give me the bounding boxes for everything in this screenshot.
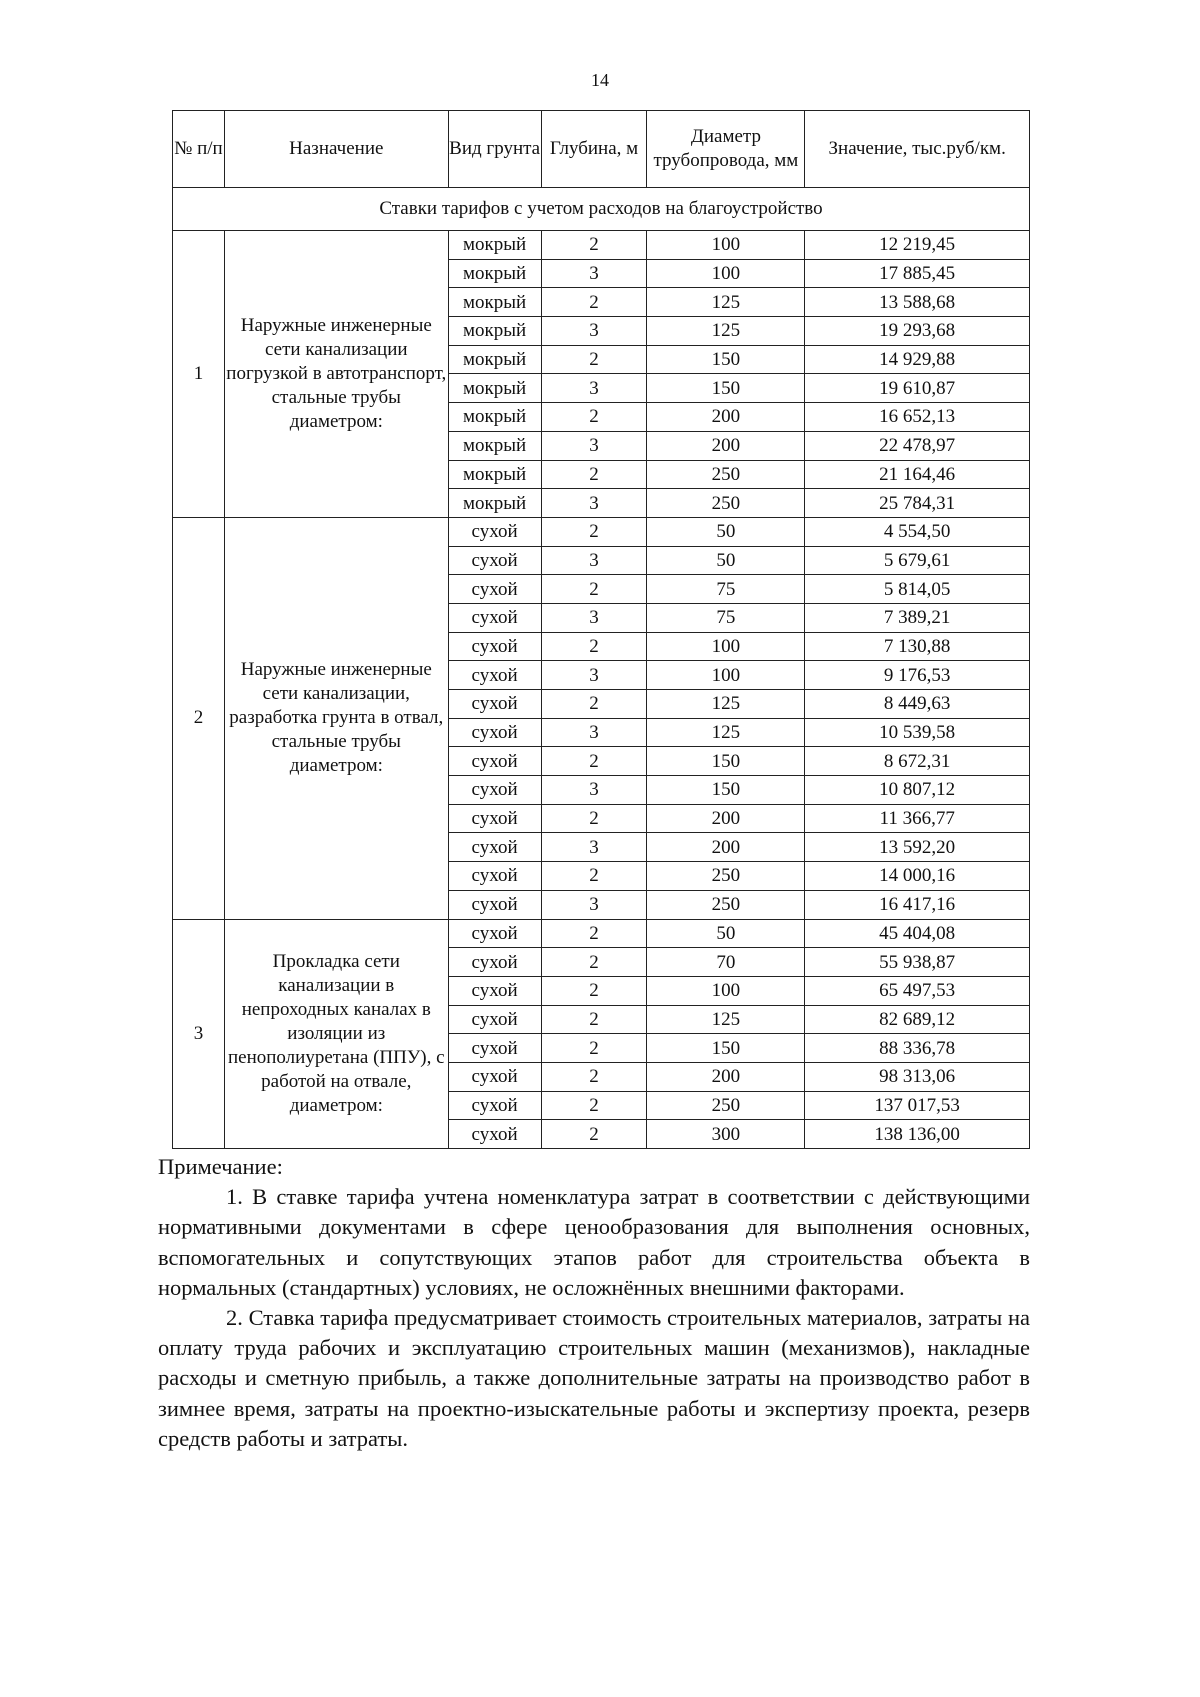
cell-value: 14 929,88 (805, 345, 1030, 374)
cell-diameter: 200 (647, 1062, 805, 1091)
section-row (173, 188, 1030, 231)
cell-diameter: 150 (647, 1034, 805, 1063)
cell-value: 7 389,21 (805, 603, 1030, 632)
cell-depth: 2 (541, 1034, 647, 1063)
note-item-2: 2. Ставка тарифа предусматривает стоимость строительных материалов, затраты на оплату труда рабочих и эксплуатацию строительных машин (механизмов), накладные расходы и сметную прибыль, а также дополнительные затраты на производство работ в зимнее время, затраты на проектно-изыскательные работы и экспертизу проекта, резерв средств работы и затраты. (158, 1305, 1030, 1451)
cell-depth: 3 (541, 489, 647, 518)
cell-depth: 2 (541, 1005, 647, 1034)
cell-soil: сухой (448, 776, 541, 805)
cell-soil: сухой (448, 976, 541, 1005)
cell-value: 65 497,53 (805, 976, 1030, 1005)
cell-depth: 2 (541, 460, 647, 489)
notes (158, 1152, 1030, 1454)
cell-value: 55 938,87 (805, 948, 1030, 977)
cell-soil: мокрый (448, 288, 541, 317)
cell-depth: 2 (541, 632, 647, 661)
cell-diameter: 250 (647, 489, 805, 518)
cell-diameter: 100 (647, 976, 805, 1005)
cell-depth: 2 (541, 690, 647, 719)
cell-depth: 2 (541, 919, 647, 948)
header-diameter: Диаметр трубопровода, мм (647, 111, 805, 188)
cell-soil: сухой (448, 517, 541, 546)
cell-soil: сухой (448, 1034, 541, 1063)
cell-depth: 3 (541, 259, 647, 288)
cell-depth: 3 (541, 718, 647, 747)
cell-depth: 2 (541, 288, 647, 317)
cell-diameter: 100 (647, 632, 805, 661)
group-purpose: Прокладка сети канализации в непроходных каналах в изоляции из пенополиуретана (ППУ), с работой на отвале, диаметром: (224, 919, 448, 1149)
cell-soil: сухой (448, 1005, 541, 1034)
notes-title: Примечание: (158, 1154, 283, 1179)
cell-depth: 2 (541, 345, 647, 374)
cell-depth: 2 (541, 403, 647, 432)
cell-soil: сухой (448, 948, 541, 977)
cell-diameter: 50 (647, 919, 805, 948)
cell-value: 82 689,12 (805, 1005, 1030, 1034)
cell-depth: 2 (541, 575, 647, 604)
cell-soil: сухой (448, 575, 541, 604)
group-purpose: Наружные инженерные сети канализации погрузкой в автотранспорт, стальные трубы диаметром: (224, 231, 448, 518)
cell-diameter: 125 (647, 1005, 805, 1034)
tariff-table (172, 110, 1030, 1149)
cell-soil: мокрый (448, 231, 541, 260)
cell-diameter: 125 (647, 288, 805, 317)
cell-depth: 2 (541, 747, 647, 776)
cell-depth: 2 (541, 948, 647, 977)
cell-diameter: 200 (647, 403, 805, 432)
cell-value: 12 219,45 (805, 231, 1030, 260)
cell-value: 137 017,53 (805, 1091, 1030, 1120)
cell-value: 13 592,20 (805, 833, 1030, 862)
cell-value: 7 130,88 (805, 632, 1030, 661)
cell-depth: 2 (541, 231, 647, 260)
cell-value: 98 313,06 (805, 1062, 1030, 1091)
cell-value: 16 417,16 (805, 890, 1030, 919)
cell-value: 9 176,53 (805, 661, 1030, 690)
section-title: Ставки тарифов с учетом расходов на благоустройство (173, 188, 1030, 231)
cell-value: 22 478,97 (805, 431, 1030, 460)
cell-value: 5 679,61 (805, 546, 1030, 575)
cell-depth: 3 (541, 431, 647, 460)
header-depth: Глубина, м (541, 111, 647, 188)
cell-diameter: 70 (647, 948, 805, 977)
table-row (173, 919, 1030, 948)
cell-soil: сухой (448, 833, 541, 862)
cell-soil: мокрый (448, 259, 541, 288)
cell-soil: мокрый (448, 403, 541, 432)
cell-soil: сухой (448, 661, 541, 690)
cell-value: 19 610,87 (805, 374, 1030, 403)
cell-depth: 2 (541, 976, 647, 1005)
cell-soil: сухой (448, 603, 541, 632)
cell-soil: мокрый (448, 489, 541, 518)
cell-diameter: 250 (647, 890, 805, 919)
cell-diameter: 100 (647, 259, 805, 288)
group-number: 3 (173, 919, 225, 1149)
cell-diameter: 100 (647, 661, 805, 690)
cell-diameter: 200 (647, 833, 805, 862)
cell-diameter: 125 (647, 718, 805, 747)
cell-diameter: 150 (647, 747, 805, 776)
cell-diameter: 200 (647, 804, 805, 833)
cell-depth: 3 (541, 546, 647, 575)
cell-value: 8 672,31 (805, 747, 1030, 776)
cell-diameter: 125 (647, 317, 805, 346)
cell-diameter: 150 (647, 776, 805, 805)
cell-value: 138 136,00 (805, 1120, 1030, 1149)
cell-depth: 2 (541, 804, 647, 833)
cell-soil: мокрый (448, 374, 541, 403)
cell-value: 4 554,50 (805, 517, 1030, 546)
cell-value: 10 539,58 (805, 718, 1030, 747)
cell-soil: сухой (448, 747, 541, 776)
cell-depth: 3 (541, 317, 647, 346)
page-number: 14 (591, 70, 609, 90)
cell-diameter: 150 (647, 345, 805, 374)
cell-soil: мокрый (448, 317, 541, 346)
cell-diameter: 200 (647, 431, 805, 460)
cell-value: 17 885,45 (805, 259, 1030, 288)
cell-diameter: 50 (647, 546, 805, 575)
cell-diameter: 125 (647, 690, 805, 719)
cell-depth: 2 (541, 517, 647, 546)
cell-depth: 3 (541, 833, 647, 862)
cell-value: 21 164,46 (805, 460, 1030, 489)
cell-value: 8 449,63 (805, 690, 1030, 719)
cell-value: 13 588,68 (805, 288, 1030, 317)
cell-soil: сухой (448, 1091, 541, 1120)
cell-diameter: 300 (647, 1120, 805, 1149)
cell-depth: 2 (541, 1062, 647, 1091)
cell-depth: 3 (541, 374, 647, 403)
cell-soil: сухой (448, 632, 541, 661)
cell-depth: 2 (541, 862, 647, 891)
cell-value: 16 652,13 (805, 403, 1030, 432)
group-purpose: Наружные инженерные сети канализации, разработка грунта в отвал, стальные трубы диаметром: (224, 517, 448, 919)
group-number: 1 (173, 231, 225, 518)
table-row (173, 231, 1030, 260)
cell-diameter: 50 (647, 517, 805, 546)
cell-soil: мокрый (448, 345, 541, 374)
cell-value: 5 814,05 (805, 575, 1030, 604)
cell-diameter: 75 (647, 603, 805, 632)
cell-depth: 3 (541, 603, 647, 632)
table-header-row (173, 111, 1030, 188)
cell-value: 19 293,68 (805, 317, 1030, 346)
cell-soil: сухой (448, 919, 541, 948)
cell-value: 10 807,12 (805, 776, 1030, 805)
cell-diameter: 75 (647, 575, 805, 604)
cell-soil: сухой (448, 1062, 541, 1091)
cell-value: 11 366,77 (805, 804, 1030, 833)
cell-value: 45 404,08 (805, 919, 1030, 948)
cell-soil: сухой (448, 804, 541, 833)
cell-soil: мокрый (448, 460, 541, 489)
header-value: Значение, тыс.руб/км. (805, 111, 1030, 188)
cell-diameter: 250 (647, 862, 805, 891)
cell-diameter: 150 (647, 374, 805, 403)
header-purpose: Назначение (224, 111, 448, 188)
header-num: № п/п (173, 111, 225, 188)
cell-soil: сухой (448, 1120, 541, 1149)
cell-depth: 3 (541, 890, 647, 919)
table-row (173, 517, 1030, 546)
cell-soil: сухой (448, 862, 541, 891)
cell-diameter: 250 (647, 1091, 805, 1120)
cell-depth: 3 (541, 661, 647, 690)
cell-soil: сухой (448, 690, 541, 719)
cell-soil: мокрый (448, 431, 541, 460)
cell-soil: сухой (448, 890, 541, 919)
note-item-1: 1. В ставке тарифа учтена номенклатура затрат в соответствии с действующими нормативными документами в сфере ценообразования для выполнения основных, вспомогательных и сопутствующих этапов работ для строительства объекта в нормальных (стандартных) условиях, не осложнённых внешними факторами. (158, 1184, 1030, 1300)
group-number: 2 (173, 517, 225, 919)
cell-diameter: 250 (647, 460, 805, 489)
cell-diameter: 100 (647, 231, 805, 260)
cell-depth: 2 (541, 1120, 647, 1149)
cell-depth: 3 (541, 776, 647, 805)
header-soil: Вид грунта (448, 111, 541, 188)
cell-soil: сухой (448, 546, 541, 575)
cell-value: 14 000,16 (805, 862, 1030, 891)
cell-depth: 2 (541, 1091, 647, 1120)
cell-soil: сухой (448, 718, 541, 747)
cell-value: 25 784,31 (805, 489, 1030, 518)
cell-value: 88 336,78 (805, 1034, 1030, 1063)
